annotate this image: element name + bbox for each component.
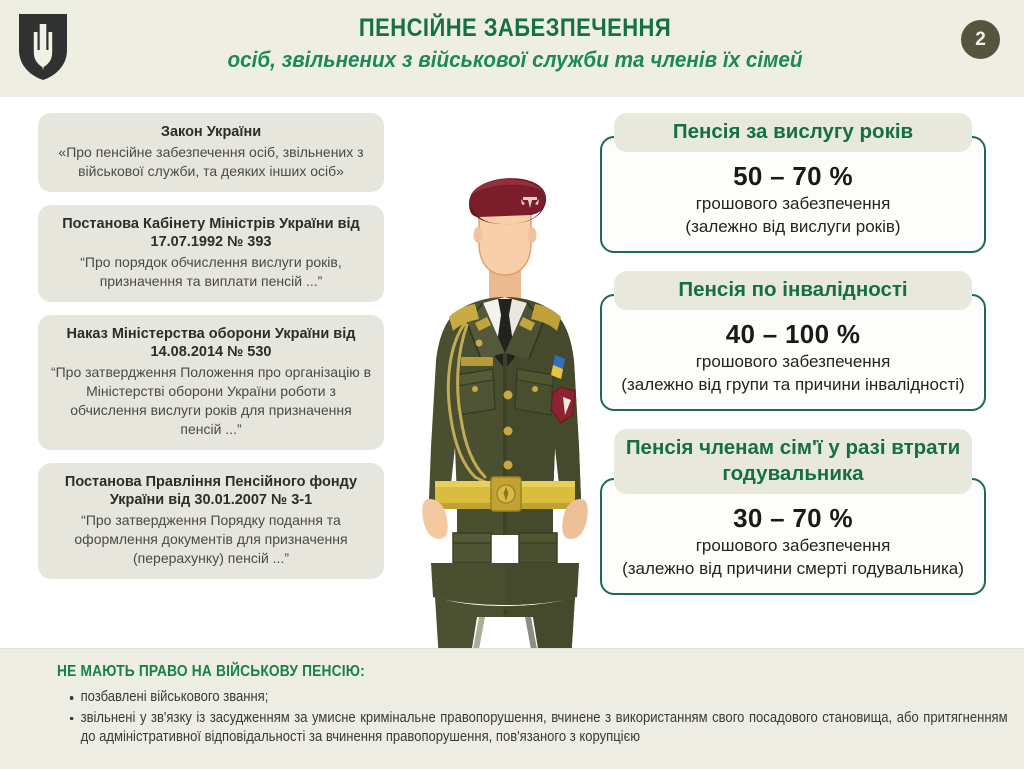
pension-card-body [600, 136, 986, 253]
pension-desc-line-1: грошового забезпечення [695, 194, 891, 213]
ukrainian-trident-shield-icon [17, 12, 69, 82]
law-card-text: “Про порядок обчислення вислуги років, призначення та виплати пенсій ...” [80, 253, 342, 289]
pension-types-list [600, 113, 986, 613]
pension-desc-line-2: (залежно від вислуги років) [685, 216, 901, 236]
pension-card [600, 113, 986, 253]
pension-percent-value: 40 – 100 % [725, 319, 861, 349]
exclusions-title: НЕ МАЮТЬ ПРАВО НА ВІЙСЬКОВУ ПЕНСІЮ: [57, 663, 365, 680]
law-card-title: Постанова Кабінету Міністрів України від 17.07.1992 № 393 [62, 215, 360, 250]
legislation-list [38, 113, 384, 592]
pension-desc-line-2: (залежно від групи та причини інвалідності) [621, 374, 965, 394]
law-card-title: Наказ Міністерства оборони України від 14.08.2014 № 530 [66, 325, 356, 360]
pension-card-title: Пенсія членам сім'ї у разі втрати годувальника [614, 429, 972, 494]
law-card-text: “Про затвердження Порядку подання та оформлення документів для призначення (перерахунку) пенсій ...” [74, 511, 348, 566]
pension-percent-value: 30 – 70 % [733, 503, 853, 533]
pension-card [600, 429, 986, 595]
law-card-title: Постанова Правління Пенсійного фонду України від 30.01.2007 № 3-1 [64, 473, 358, 508]
pension-desc-line-2: (залежно від причини смерті годувальника) [622, 558, 964, 578]
pension-card-body [600, 294, 986, 411]
main-content [0, 97, 1024, 648]
law-card [38, 463, 384, 579]
law-card [38, 205, 384, 302]
page-header [0, 0, 1024, 97]
header-titles [110, 13, 920, 75]
law-card-text: «Про пенсійне забезпечення осіб, звільнених з військової служби, та деяких інших осіб» [58, 143, 364, 179]
soldier-in-dress-uniform-illustration [405, 147, 605, 727]
pension-card [600, 271, 986, 411]
pension-desc-line-1: грошового забезпечення [695, 536, 891, 555]
list-item: звільнені у зв'язку із засудженням за умисне кримінальне правопорушення, вчинене з використанням свого посадового становища, або притягненням до адміністративної відповідальності за вчинення правопорушення, пов'язаного з корупцією [68, 709, 1008, 748]
law-card-title: Закон України [160, 124, 262, 140]
page-subtitle: осіб, звільнених з військової служби та членів їх сімей [227, 47, 803, 72]
law-card-text: “Про затвердження Положення про організацію в Міністерстві оборони України роботи з обчислення вислуги років для призначення пенсій ...” [50, 363, 372, 437]
page-number-badge: 2 [961, 20, 1000, 59]
law-card [38, 113, 384, 192]
pension-card-title: Пенсія по інвалідності [614, 271, 972, 310]
pension-card-body [600, 478, 986, 595]
pension-card-title: Пенсія за вислугу років [614, 113, 972, 152]
page-title: ПЕНСІЙНЕ ЗАБЕЗПЕЧЕННЯ [358, 14, 672, 42]
law-card [38, 315, 384, 450]
exclusions-list [68, 688, 1008, 748]
exclusions-section [0, 648, 1024, 769]
list-item: позбавлені військового звання; [68, 688, 1008, 708]
pension-percent-value: 50 – 70 % [733, 161, 853, 191]
pension-desc-line-1: грошового забезпечення [695, 352, 891, 371]
